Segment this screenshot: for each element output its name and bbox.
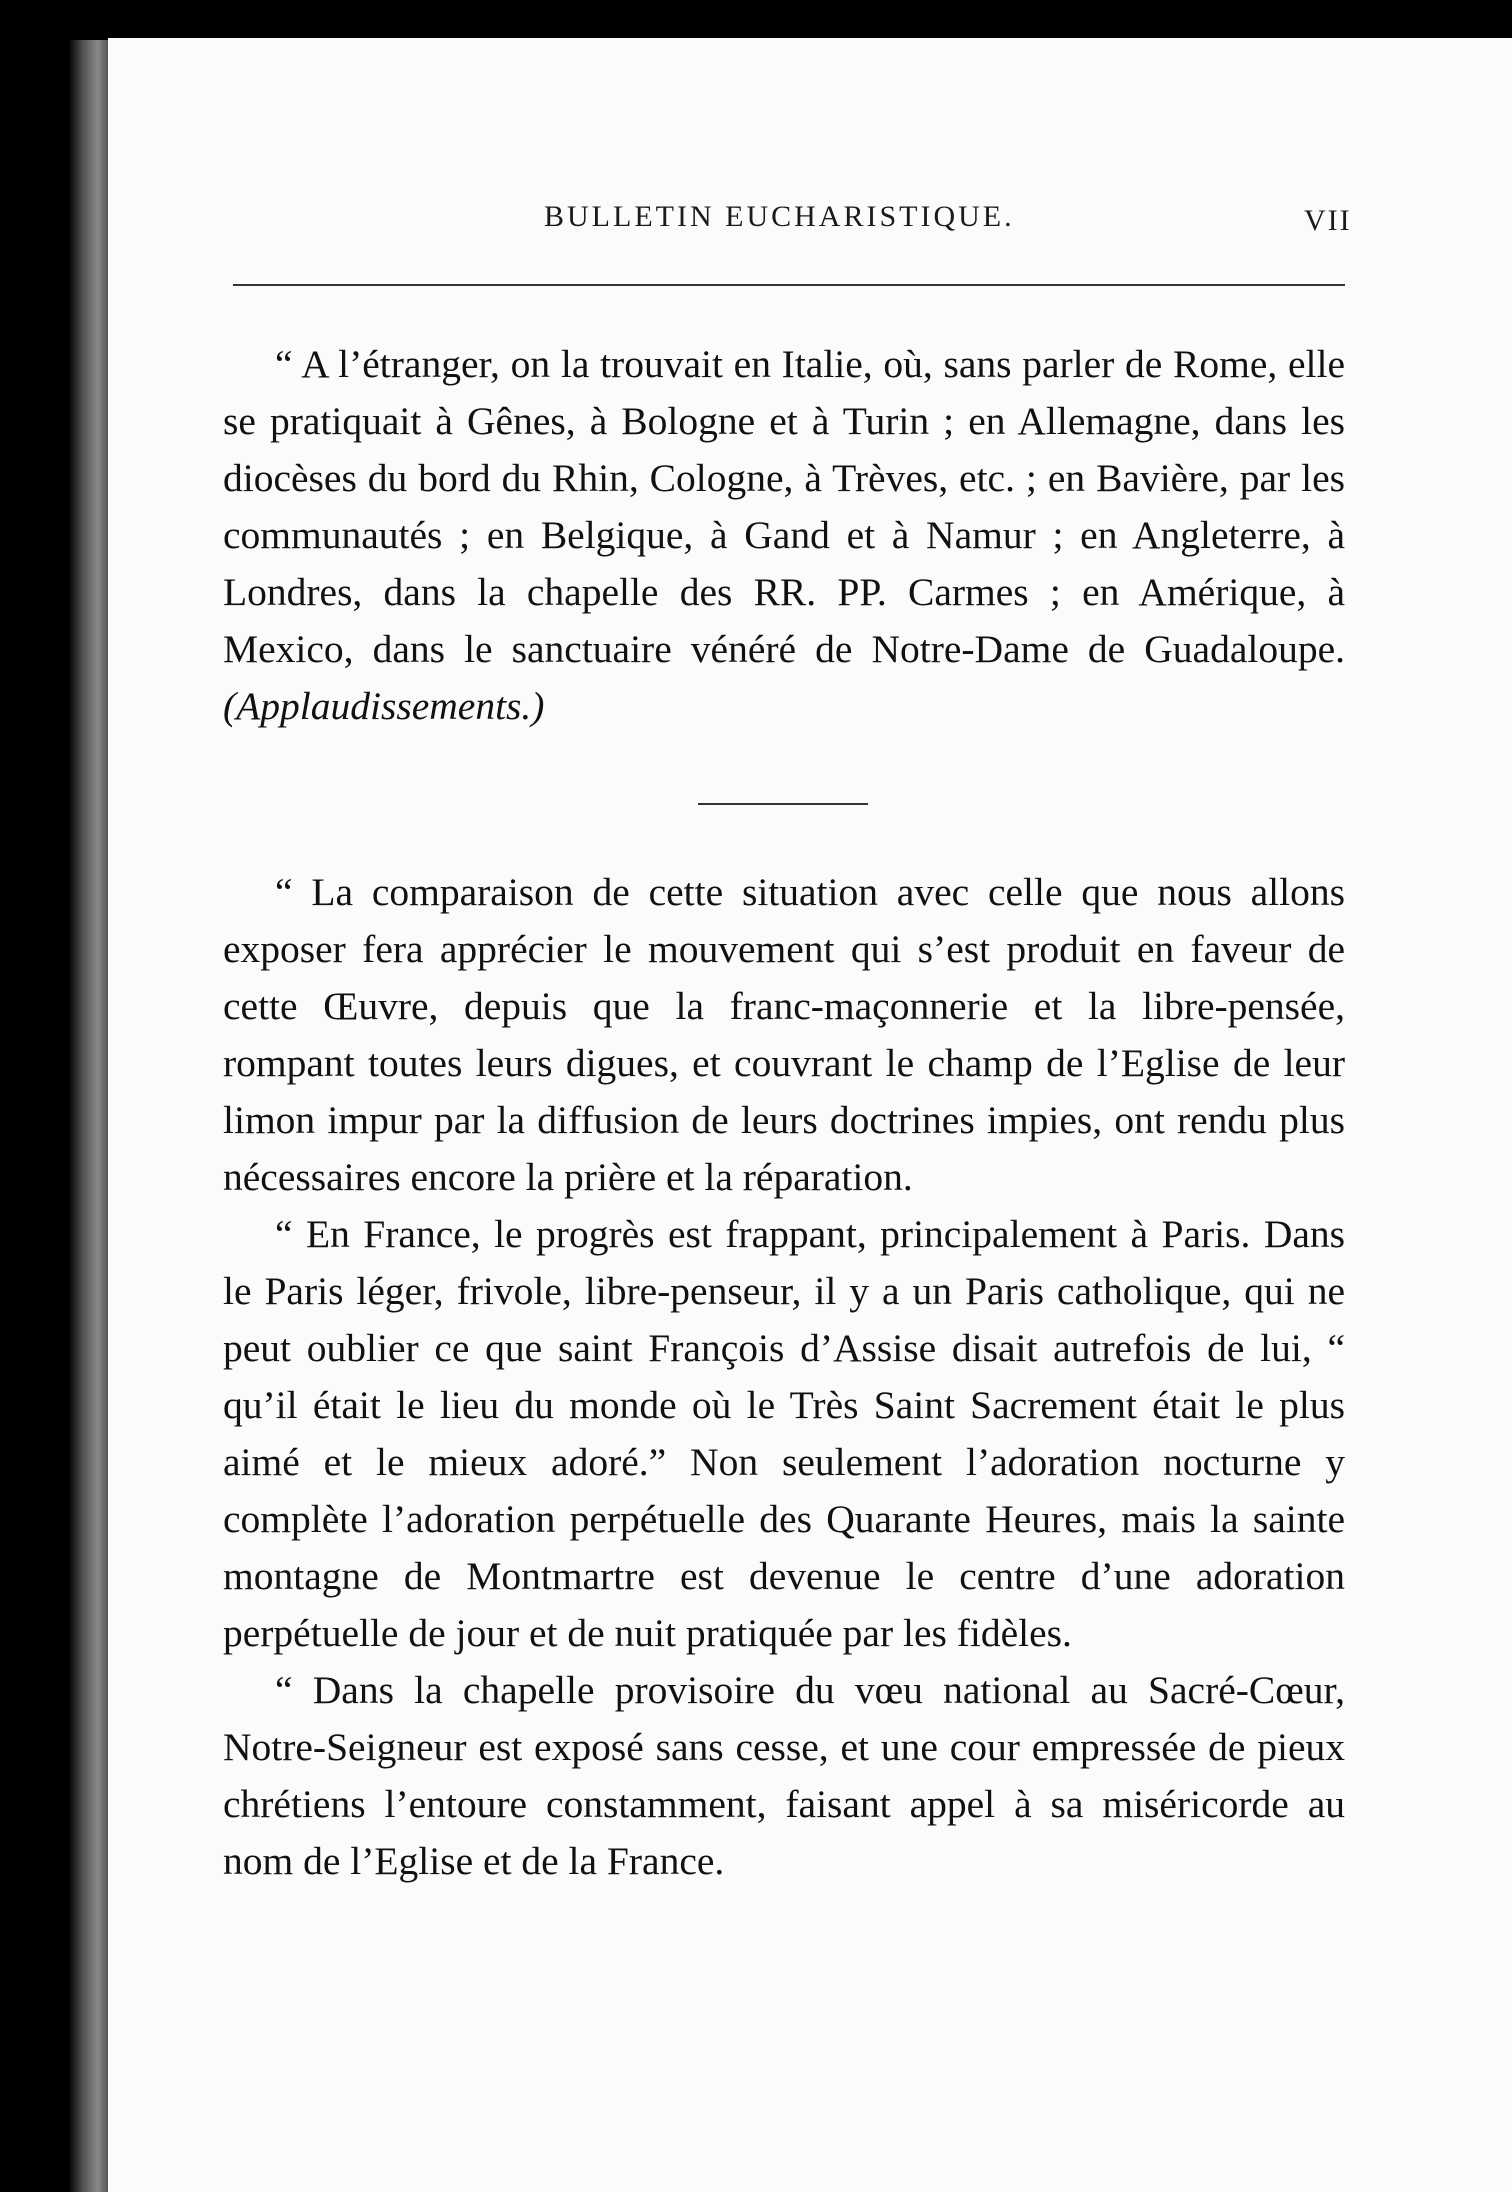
header-rule bbox=[233, 284, 1345, 286]
paragraph-montmartre: “ Dans la chapelle provisoire du vœu national au Sacré-Cœur, Notre-Seigneur est exposé sans cesse, et une cour empressée de pieux chrétiens l’entoure constamment, faisant appel à sa miséricorde au nom de l’Eglise et de la France. bbox=[223, 1668, 1345, 1883]
paragraph-france: “ En France, le progrès est frappant, principalement à Paris. Dans le Paris léger, frivole, libre-penseur, il y a un Paris catholique, qui ne peut oublier ce que saint François d’Assise disait autrefois de lui, “ qu’il était le lieu du monde où le Très Saint Sacrement était le plus aimé et le mieux adoré.” Non seulement l’adoration nocturne y complète l’adoration perpétuelle des Quarante Heures, mais la sainte montagne de Montmartre est devenue le centre d’une adoration perpétuelle de jour et de nuit pratiquée par les fidèles. bbox=[223, 1212, 1345, 1655]
page-number: VII bbox=[1304, 204, 1352, 237]
book-page bbox=[108, 38, 1512, 2192]
text-block-foreign bbox=[223, 336, 1345, 735]
text-block-france bbox=[223, 864, 1345, 1890]
section-separator-rule bbox=[698, 803, 868, 805]
applause-note: (Applaudissements.) bbox=[223, 684, 545, 728]
paragraph-abroad-text: “ A l’étranger, on la trouvait en Italie, où, sans parler de Rome, elle se pratiquait à Gênes, à Bologne et à Turin ; en Allemagne, dans les diocèses du bord du Rhin, Cologne, à Trèves, etc. ; en Bavière, par les communautés ; en Belgique, à Gand et à Namur ; en Angleterre, à Londres, dans la chapelle des RR. PP. Carmes ; en Amérique, à Mexico, dans le sanctuaire vénéré de Notre-Dame de Guadaloupe. bbox=[223, 342, 1345, 671]
book-spine-shadow bbox=[70, 40, 110, 2192]
paragraph-abroad bbox=[223, 336, 1345, 735]
paragraph-comparison: “ La comparaison de cette situation avec celle que nous allons exposer fera apprécier le mouvement qui s’est produit en faveur de cette Œuvre, depuis que la franc-maçonnerie et la libre-pensée, rompant toutes leurs digues, et couvrant le champ de l’Eglise de leur limon impur par la diffusion de leurs doctrines impies, ont rendu plus nécessaires encore la prière et la réparation. bbox=[223, 870, 1345, 1199]
running-title: BULLETIN EUCHARISTIQUE. bbox=[544, 200, 1015, 233]
